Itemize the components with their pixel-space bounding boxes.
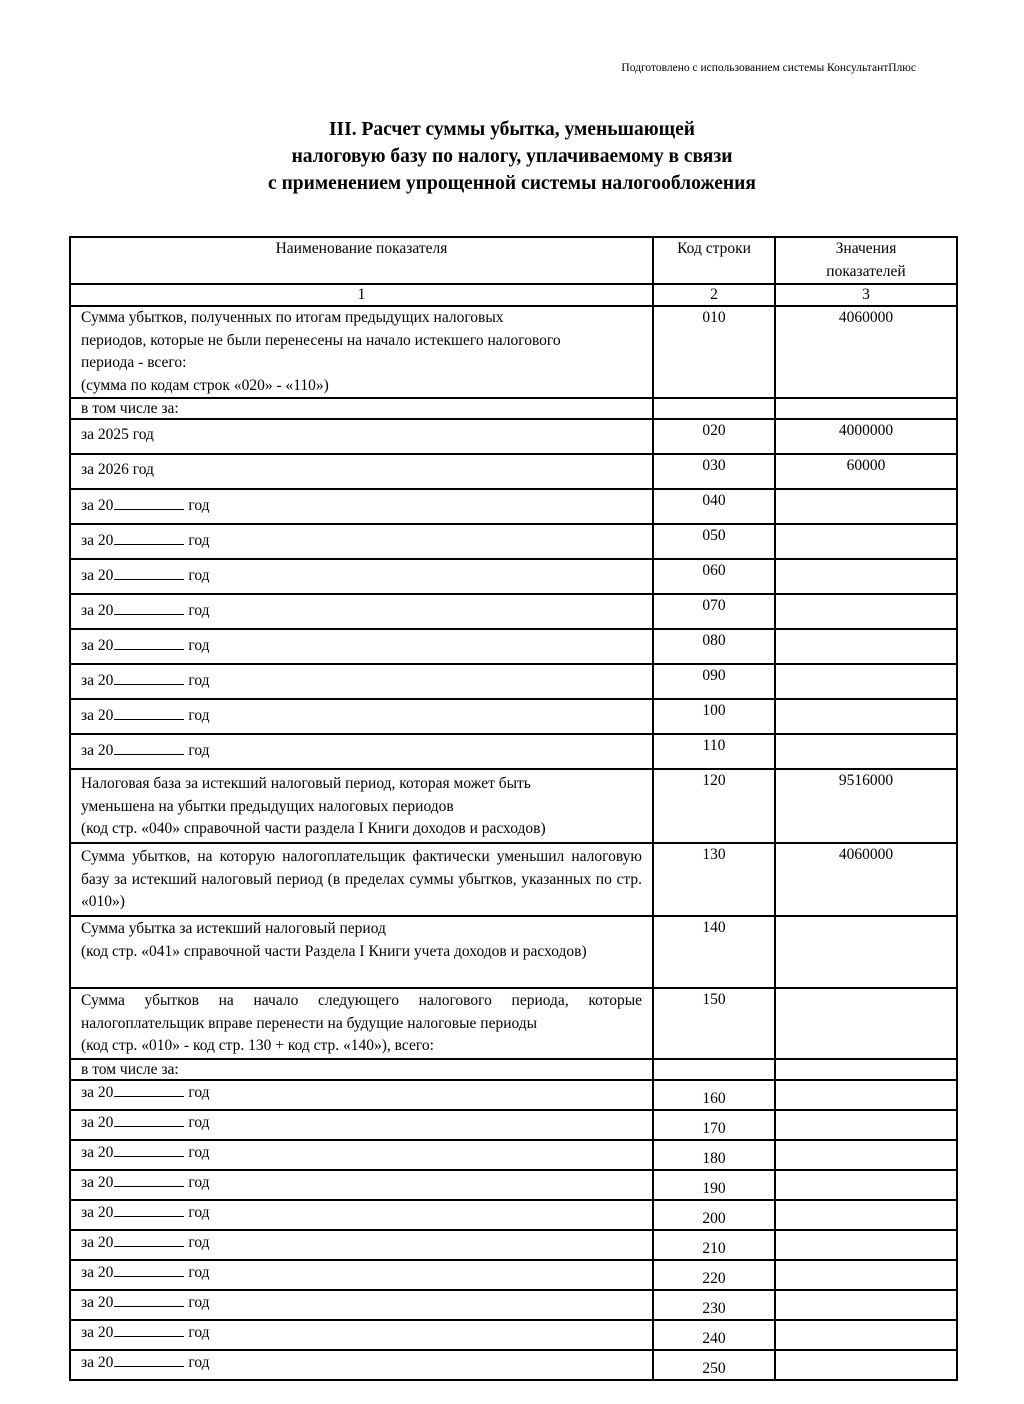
table-row-030 <box>70 454 957 489</box>
year-row-code: 050 <box>653 524 775 559</box>
year-row-value[interactable] <box>775 1290 957 1320</box>
table-row-190 <box>70 1170 957 1200</box>
year-row-code: 020 <box>653 419 775 454</box>
year-row-name <box>70 1080 653 1110</box>
row-140-name <box>70 916 653 988</box>
year-blank-field[interactable] <box>114 669 184 685</box>
year-row-code: 070 <box>653 594 775 629</box>
row-150-line: Сумма убытков на начало следующего налогового периода, которые налогоплательщик вправе перенести на будущие налоговые периоды <box>81 992 642 1032</box>
table-row-230 <box>70 1290 957 1320</box>
row-120-value[interactable]: 9516000 <box>775 769 957 843</box>
year-blank-field[interactable] <box>114 529 184 545</box>
year-row-suffix: год <box>188 1173 210 1191</box>
year-blank-field[interactable] <box>114 704 184 720</box>
column-number: 2 <box>653 284 775 306</box>
year-blank-field[interactable] <box>114 1111 184 1127</box>
header-code: Код строки <box>653 237 775 284</box>
year-row-value[interactable] <box>775 594 957 629</box>
row-140-line: Сумма убытка за истекший налоговый период <box>81 920 386 937</box>
table-row-070 <box>70 594 957 629</box>
loss-calculation-table <box>69 236 958 1381</box>
year-row-suffix: год <box>188 497 210 514</box>
year-row-name <box>70 524 653 559</box>
header-value <box>775 237 957 284</box>
year-row-value[interactable] <box>775 734 957 769</box>
year-blank-field[interactable] <box>114 634 184 650</box>
row-120-code: 120 <box>653 769 775 843</box>
year-row-code: 170 <box>653 1110 775 1140</box>
year-row-suffix: год <box>188 1083 210 1101</box>
year-row-value[interactable] <box>775 1200 957 1230</box>
year-row-name <box>70 629 653 664</box>
table-row-060 <box>70 559 957 594</box>
year-row-prefix: за 20 <box>81 672 114 689</box>
year-row-prefix: за 20 <box>81 1233 114 1251</box>
year-row-name <box>70 1350 653 1380</box>
year-row-suffix: год <box>188 532 210 549</box>
row-140-value[interactable] <box>775 916 957 988</box>
year-row-name <box>70 1290 653 1320</box>
year-row-suffix: год <box>188 1353 210 1371</box>
row-140-line: (код стр. «041» справочной части Раздела I Книги учета доходов и расходов) <box>81 942 587 960</box>
table-row-120 <box>70 769 957 843</box>
year-row-code: 060 <box>653 559 775 594</box>
year-row-code: 110 <box>653 734 775 769</box>
year-row-value[interactable] <box>775 1140 957 1170</box>
year-row-code: 240 <box>653 1320 775 1350</box>
table-row-200 <box>70 1200 957 1230</box>
row-010-value[interactable]: 4060000 <box>775 306 957 398</box>
year-row-prefix: за 20 <box>81 1353 114 1371</box>
year-row-name <box>70 699 653 734</box>
including-row <box>70 1059 957 1080</box>
year-row-suffix: год <box>188 567 210 584</box>
table-row-160 <box>70 1080 957 1110</box>
row-120-line: (код стр. «040» справочной части раздела I Книги доходов и расходов) <box>81 820 546 837</box>
table-row-040 <box>70 489 957 524</box>
row-150-line: (код стр. «010» - код стр. 130 + код стр. «140»), всего: <box>81 1037 434 1054</box>
year-row-suffix: год <box>188 602 210 619</box>
year-row-prefix: за 20 <box>81 742 114 759</box>
year-row-prefix: за 20 <box>81 602 114 619</box>
year-blank-field[interactable] <box>114 1141 184 1157</box>
year-row-value[interactable] <box>775 489 957 524</box>
year-blank-field[interactable] <box>114 1351 184 1367</box>
table-row-110 <box>70 734 957 769</box>
year-row-prefix: за 20 <box>81 497 114 514</box>
year-row-prefix: за 20 <box>81 532 114 549</box>
empty-cell <box>653 398 775 419</box>
year-row-name <box>70 1110 653 1140</box>
row-150-name <box>70 988 653 1059</box>
year-row-code: 160 <box>653 1080 775 1110</box>
year-blank-field[interactable] <box>114 494 184 510</box>
row-120-name <box>70 769 653 843</box>
year-row-name <box>70 1140 653 1170</box>
year-row-name <box>70 1320 653 1350</box>
row-010-name <box>70 306 653 398</box>
empty-cell[interactable] <box>775 398 957 419</box>
year-row-name <box>70 734 653 769</box>
row-130-value[interactable]: 4060000 <box>775 843 957 916</box>
year-row-prefix: за 20 <box>81 707 114 724</box>
year-row-code: 030 <box>653 454 775 489</box>
year-row-prefix: за 20 <box>81 1323 114 1341</box>
year-row-prefix: за 20 <box>81 1293 114 1311</box>
page-title <box>0 116 1024 197</box>
year-row-prefix: за 20 <box>81 637 114 654</box>
year-row-value[interactable] <box>775 1350 957 1380</box>
year-row-code: 100 <box>653 699 775 734</box>
year-row-suffix: год <box>188 1323 210 1341</box>
year-row-suffix: год <box>188 1263 210 1281</box>
year-row-name <box>70 1230 653 1260</box>
row-010-line: периода - всего: <box>81 354 187 371</box>
year-row-prefix: за 20 <box>81 1173 114 1191</box>
table-row-220 <box>70 1260 957 1290</box>
year-row-prefix: за 20 <box>81 1083 114 1101</box>
year-row-code: 210 <box>653 1230 775 1260</box>
table-row-210 <box>70 1230 957 1260</box>
including-label: в том числе за: <box>70 398 653 419</box>
including-row <box>70 398 957 419</box>
year-row-value[interactable] <box>775 1170 957 1200</box>
year-row-suffix: год <box>188 707 210 724</box>
title-line: III. Расчет суммы убытка, уменьшающей <box>328 119 696 140</box>
table-header-row <box>70 237 957 284</box>
year-row-name <box>70 419 653 454</box>
year-row-value[interactable] <box>775 1320 957 1350</box>
empty-cell[interactable] <box>775 1059 957 1080</box>
table-row-010 <box>70 306 957 398</box>
header-note: Подготовлено с использованием системы КонсультантПлюс <box>621 62 916 74</box>
year-row-value[interactable] <box>775 524 957 559</box>
year-row-value[interactable] <box>775 559 957 594</box>
including-label: в том числе за: <box>70 1059 653 1080</box>
year-row-suffix: год <box>188 1233 210 1251</box>
column-number: 1 <box>70 284 653 306</box>
year-row-value[interactable] <box>775 664 957 699</box>
title-line: налоговую базу по налогу, уплачиваемому в связи <box>291 146 733 167</box>
year-row-prefix: за 20 <box>81 1113 114 1131</box>
year-row-suffix: год <box>188 742 210 759</box>
year-row-suffix: год <box>188 637 210 654</box>
row-140-code: 140 <box>653 916 775 988</box>
year-blank-field[interactable] <box>114 599 184 615</box>
header-value-line: Значения <box>835 240 897 257</box>
year-row-prefix: за 20 <box>81 1203 114 1221</box>
year-row-name <box>70 664 653 699</box>
row-010-code: 010 <box>653 306 775 398</box>
year-row-code: 230 <box>653 1290 775 1320</box>
year-row-name <box>70 489 653 524</box>
row-130-code: 130 <box>653 843 775 916</box>
year-row-suffix: год <box>188 1203 210 1221</box>
year-blank-field[interactable] <box>114 1261 184 1277</box>
table-row-080 <box>70 629 957 664</box>
year-row-code: 180 <box>653 1140 775 1170</box>
year-blank-field[interactable] <box>114 1201 184 1217</box>
year-row-name <box>70 594 653 629</box>
row-150-value[interactable] <box>775 988 957 1059</box>
table-row-020 <box>70 419 957 454</box>
year-row-code: 220 <box>653 1260 775 1290</box>
year-row-name <box>70 1170 653 1200</box>
year-row-value[interactable] <box>775 699 957 734</box>
year-blank-field[interactable] <box>114 1291 184 1307</box>
year-row-suffix: год <box>188 1293 210 1311</box>
table-row-180 <box>70 1140 957 1170</box>
year-row-prefix: за 2026 год <box>81 461 154 478</box>
year-row-code: 090 <box>653 664 775 699</box>
year-row-value[interactable] <box>775 629 957 664</box>
year-row-code: 040 <box>653 489 775 524</box>
table-row-090 <box>70 664 957 699</box>
header-value-line: показателей <box>826 262 906 280</box>
row-120-line: Налоговая база за истекший налоговый период, которая может быть <box>81 775 531 792</box>
year-row-value[interactable]: 60000 <box>775 454 957 489</box>
table-row-130 <box>70 843 957 916</box>
row-150-code: 150 <box>653 988 775 1059</box>
title-line: с применением упрощенной системы налогообложения <box>268 173 756 194</box>
year-blank-field[interactable] <box>114 1231 184 1247</box>
year-row-name <box>70 1200 653 1230</box>
table-row-170 <box>70 1110 957 1140</box>
column-number: 3 <box>775 284 957 306</box>
year-row-value[interactable] <box>775 1080 957 1110</box>
year-row-code: 080 <box>653 629 775 664</box>
year-row-prefix: за 20 <box>81 567 114 584</box>
table-row-140 <box>70 916 957 988</box>
year-row-code: 250 <box>653 1350 775 1380</box>
year-row-value[interactable]: 4000000 <box>775 419 957 454</box>
table-row-250 <box>70 1350 957 1380</box>
year-row-suffix: год <box>188 672 210 689</box>
row-010-line: периодов, которые не были перенесены на начало истекшего налогового <box>81 331 561 349</box>
year-row-prefix: за 20 <box>81 1263 114 1281</box>
year-row-name <box>70 454 653 489</box>
year-row-suffix: год <box>188 1113 210 1131</box>
row-130-name: Сумма убытков, на которую налогоплательщик фактически уменьшил налоговую базу за истекший налоговый период (в пределах суммы убытков, указанных по стр. «010») <box>70 843 653 916</box>
year-row-code: 190 <box>653 1170 775 1200</box>
year-blank-field[interactable] <box>114 739 184 755</box>
year-row-value[interactable] <box>775 1230 957 1260</box>
header-name: Наименование показателя <box>70 237 653 284</box>
row-010-line: (сумма по кодам строк «020» - «110») <box>81 376 329 394</box>
table-row-100 <box>70 699 957 734</box>
year-row-value[interactable] <box>775 1260 957 1290</box>
year-row-prefix: за 2025 год <box>81 426 154 443</box>
year-row-name <box>70 1260 653 1290</box>
year-blank-field[interactable] <box>114 1081 184 1097</box>
year-row-name <box>70 559 653 594</box>
table-row-150 <box>70 988 957 1059</box>
year-row-value[interactable] <box>775 1110 957 1140</box>
column-number-row <box>70 284 957 306</box>
empty-cell <box>653 1059 775 1080</box>
table-row-050 <box>70 524 957 559</box>
year-blank-field[interactable] <box>114 1321 184 1337</box>
year-blank-field[interactable] <box>114 564 184 580</box>
row-120-line: уменьшена на убытки предыдущих налоговых периодов <box>81 797 454 815</box>
year-row-suffix: год <box>188 1143 210 1161</box>
row-010-line: Сумма убытков, полученных по итогам предыдущих налоговых <box>81 309 504 326</box>
year-blank-field[interactable] <box>114 1171 184 1187</box>
year-row-prefix: за 20 <box>81 1143 114 1161</box>
table-row-240 <box>70 1320 957 1350</box>
year-row-code: 200 <box>653 1200 775 1230</box>
